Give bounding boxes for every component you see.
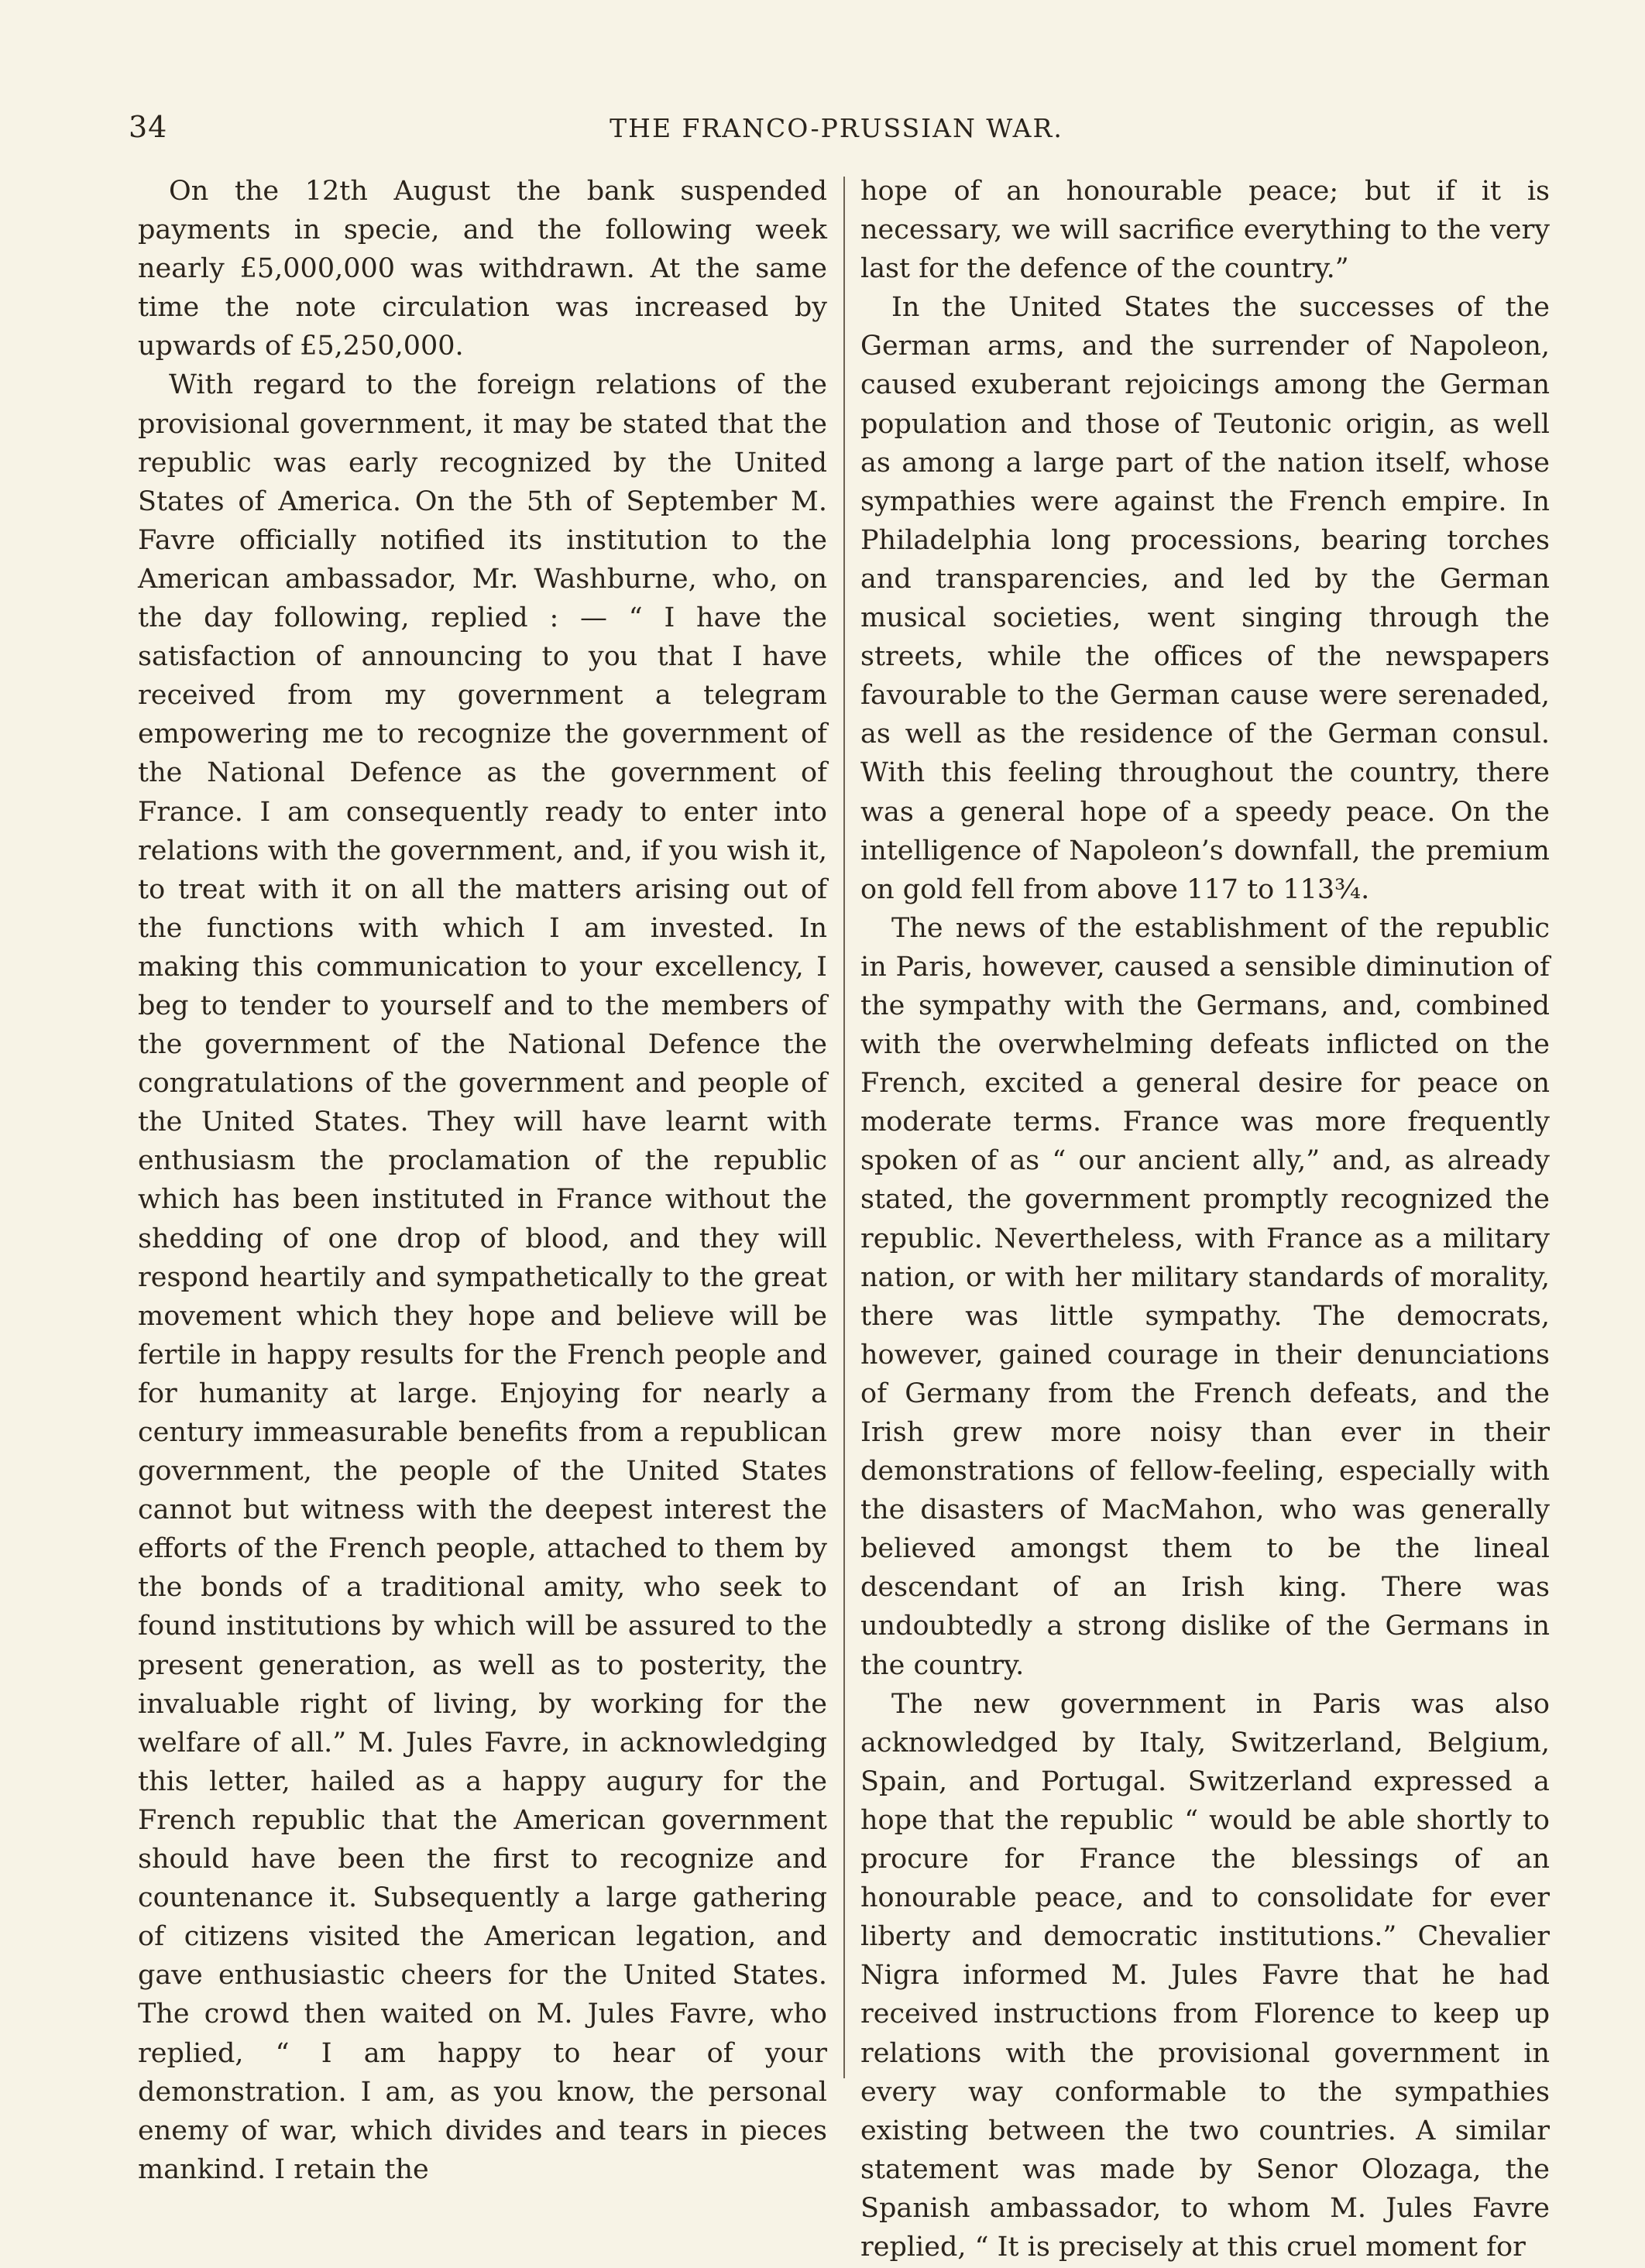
paragraph: On the 12th August the bank suspended payments in specie, and the following week nearly £5,000,000 was withdrawn. At the same time the note circulation was increased by upwards of £5,250,000. [138,176,827,362]
paragraph: The new government in Paris was also acknowledged by Italy, Switzerland, Belgium, Spain, and Portugal. Switzerland expressed a hope that the republic “ would be able shortly to procure for France the blessings of an honourable peace, and to consolidate for ever liberty and democratic institutions.” Chevalier Nigra informed M. Jules Favre that he had received instructions from Florence to keep up relations with the provisional government in every way conformable to the sympathies existing between the two countries. A similar statement was made by Senor Olozaga, the Spanish ambassador, to whom M. Jules Favre replied, “ It is precisely at this cruel moment for [860,1688,1550,2263]
paragraph: The news of the establishment of the republic in Paris, however, caused a sensible diminution of the sympathy with the Germans, and, combined with the overwhelming defeats inflicted on the French, excited a general desire for peace on moderate terms. France was more frequently spoken of as “ our ancient ally,” and, as already stated, the government promptly recognized the republic. Nevertheless, with France as a military nation, or with her military standards of morality, there was little sympathy. The democrats, however, gained courage in their denunciations of Germany from the French defeats, and the Irish grew more noisy than ever in their demonstrations of fellow-feeling, especially with the disasters of MacMahon, who was generally believed amongst them to be the lineal descendant of an Irish king. There was undoubtedly a strong dislike of the Germans in the country. [860,912,1550,1681]
paragraph-continued: hope of an honourable peace; but if it is necessary, we will sacrifice everything to the very last for the defence of the country.” [860,176,1550,285]
right-column [860,172,1550,2266]
paragraph: In the United States the successes of the German arms, and the surrender of Napoleon, caused exuberant rejoicings among the German population and those of Teutonic origin, as well as among a large part of the nation itself, whose sympathies were against the French empire. In Philadelphia long processions, bearing torches and transparencies, and led by the German musical societies, went singing through the streets, while the offices of the newspapers favourable to the German cause were serenaded, as well as the residence of the German consul. With this feeling throughout the country, there was a general hope of a speedy peace. On the intelligence of Napoleon’s downfall, the premium on gold fell from above 117 to 113¾. [860,292,1550,905]
page-header [116,110,1557,156]
column-divider [843,177,845,2078]
running-title: THE FRANCO-PRUSSIAN WAR. [610,113,1063,143]
paragraph: With regard to the foreign relations of the provisional government, it may be stated that the republic was early recognized by the United States of America. On the 5th of September M. Favre officially notified its institution to the American ambassador, Mr. Washburne, who, on the day following, replied : — “ I have the satisfaction of announcing to you that I have received from my government a telegram empowering me to recognize the government of the National Defence as the government of France. I am consequently ready to enter into relations with the government, and, if you wish it, to treat with it on all the matters arising out of the functions with which I am invested. In making this communication to your excellency, I beg to tender to yourself and to the members of the government of the National Defence the congratulations of the government and people of the United States. They will have learnt with enthusiasm the proclamation of the republic which has been instituted in France without the shedding of one drop of blood, and they will respond heartily and sympathetically to the great movement which they hope and believe will be fertile in happy results for the French people and for humanity at large. Enjoying for nearly a century immeasurable benefits from a republican government, the people of the United States cannot but witness with the deepest interest the efforts of the French people, attached to them by the bonds of a traditional amity, who seek to found institutions by which will be assured to the present generation, as well as to posterity, the invaluable right of living, by working for the welfare of all.” M. Jules Favre, in acknowledging this letter, hailed as a happy augury for the French republic that the American government should have been the first to recognize and countenance it. Subsequently a large gathering of citizens visited the American legation, and gave enthusiastic cheers for the United States. The crowd then waited on M. Jules Favre, who replied, “ I am happy to hear of your demonstration. I am, as you know, the personal enemy of war, which divides and tears in pieces mankind. I retain the [138,369,827,2185]
page-number: 34 [129,110,168,144]
left-column [138,172,827,2189]
